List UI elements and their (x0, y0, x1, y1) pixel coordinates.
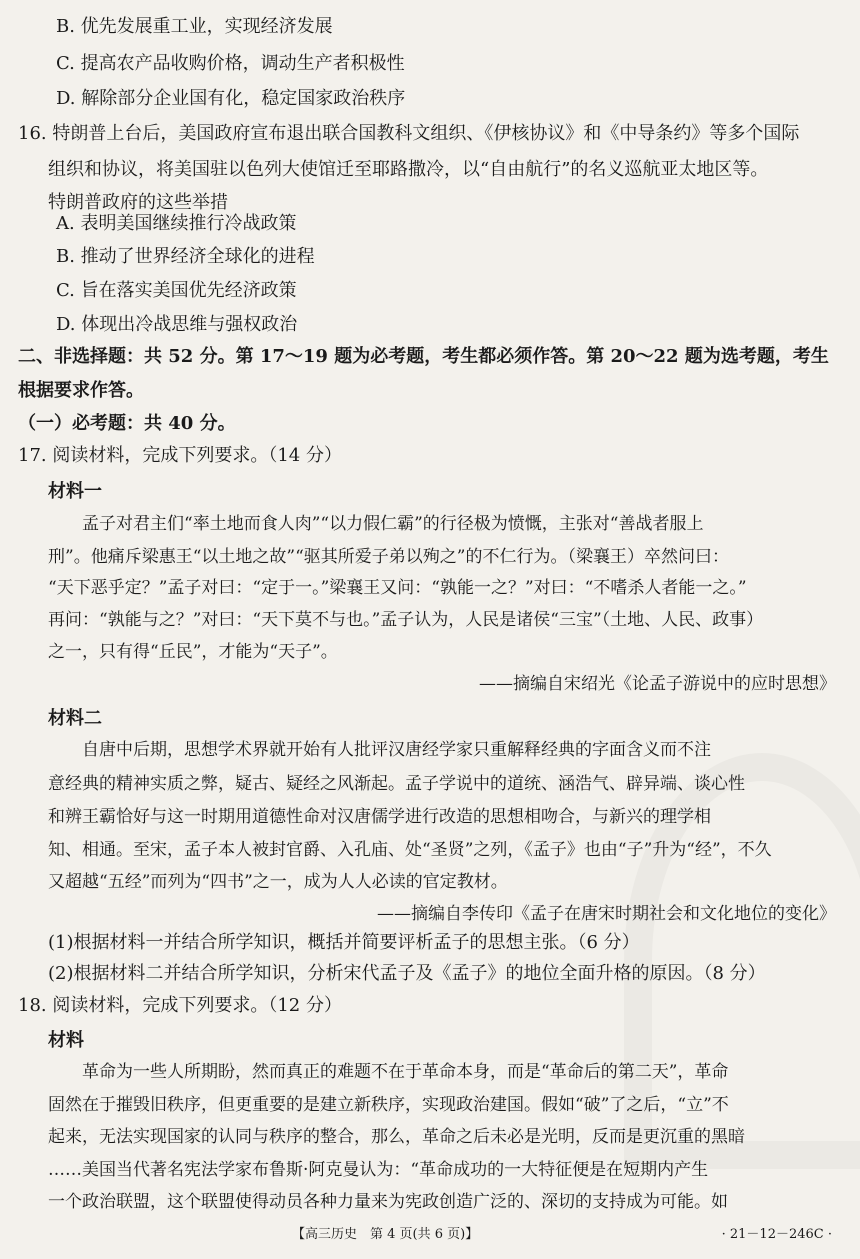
q18-material-line: 一个政治联盟，这个联盟使得动员各种力量来为宪政创造广泛的、深切的支持成为可能。如 (48, 1192, 728, 1212)
q18-stem: 18. 阅读材料，完成下列要求。（12 分） (18, 995, 342, 1016)
section-heading: 二、非选择题：共 52 分。第 17～19 题为必考题，考生都必须作答。第 20～22 题为选考题，考生 (18, 346, 829, 367)
q17-material1-line: “天下恶乎定？”孟子对曰：“定于一。”梁襄王又问：“孰能一之？”对曰：“不嗜杀人者能一之。” (48, 578, 747, 598)
q17-requirement-2: (2)根据材料二并结合所学知识，分析宋代孟子及《孟子》的地位全面升格的原因。（8 分） (48, 963, 766, 984)
q18-material-line: 起来，无法实现国家的认同与秩序的整合，那么，革命之后未必是光明，反而是更沉重的黑暗 (48, 1127, 745, 1147)
q17-material2-line: 意经典的精神实质之弊，疑古、疑经之风渐起。孟子学说中的道统、涵浩气、辟异端、谈心性 (48, 774, 745, 794)
q17-material2-line: 自唐中后期，思想学术界就开始有人批评汉唐经学家只重解释经典的字面含义而不注 (82, 740, 711, 760)
q16-option-d: D. 体现出冷战思维与强权政治 (56, 314, 298, 335)
q17-stem: 17. 阅读材料，完成下列要求。（14 分） (18, 445, 342, 466)
q18-material-line: 革命为一些人所期盼，然而真正的难题不在于革命本身，而是“革命后的第二天”，革命 (82, 1062, 729, 1082)
q17-material2-source: ——摘编自李传印《孟子在唐宋时期社会和文化地位的变化》 (377, 904, 836, 924)
q16-stem-line: 组织和协议，将美国驻以色列大使馆迁至耶路撒冷，以“自由航行”的名义巡航亚太地区等。 (48, 159, 769, 180)
q15-option-d: D. 解除部分企业国有化，稳定国家政治秩序 (56, 88, 406, 109)
q17-material1-title: 材料一 (48, 481, 102, 502)
q17-material1-line: 孟子对君主们“率土地而食人肉”“以力假仁霸”的行径极为愤慨，主张对“善战者服上 (82, 514, 704, 534)
q15-option-c: C. 提高农产品收购价格，调动生产者积极性 (56, 53, 405, 74)
q17-requirement-1: (1)根据材料一并结合所学知识，概括并简要评析孟子的思想主张。（6 分） (48, 932, 640, 953)
q16-option-a: A. 表明美国继续推行冷战政策 (56, 213, 297, 234)
q16-stem-line: 16. 特朗普上台后，美国政府宣布退出联合国教科文组织、《伊核协议》和《中导条约》等多个国际 (18, 123, 800, 144)
q16-option-b: B. 推动了世界经济全球化的进程 (56, 246, 315, 267)
q16-stem-line: 特朗普政府的这些举措 (48, 192, 228, 213)
q17-material1-source: ——摘编自宋绍光《论孟子游说中的应时思想》 (479, 674, 836, 694)
q16-option-c: C. 旨在落实美国优先经济政策 (56, 280, 297, 301)
q15-option-b: B. 优先发展重工业，实现经济发展 (56, 16, 333, 37)
q18-material-line: ……美国当代著名宪法学家布鲁斯·阿克曼认为：“革命成功的一大特征便是在短期内产生 (48, 1160, 709, 1180)
q17-material1-line: 刑”。他痛斥梁惠王“以土地之故”“驱其所爱子弟以殉之”的不仁行为。（梁襄王）卒然问曰： (48, 547, 729, 567)
q17-material2-line: 又超越“五经”而列为“四书”之一，成为人人必读的官定教材。 (48, 872, 508, 892)
q18-material-title: 材料 (48, 1030, 84, 1051)
paper-code: · 21－12－246C · (721, 1227, 832, 1242)
section-heading: 根据要求作答。 (18, 380, 144, 401)
page-footer: 【高三历史 第 4 页(共 6 页)】 (292, 1227, 479, 1242)
q18-material-line: 固然在于摧毁旧秩序，但更重要的是建立新秩序，实现政治建国。假如“破”了之后，“立”不 (48, 1095, 729, 1115)
q17-material1-line: 再问：“孰能与之？”对曰：“天下莫不与也。”孟子认为，人民是诸侯“三宝”（土地、人民、政事） (48, 610, 764, 630)
q17-material2-line: 知、相通。至宋，孟子本人被封官爵、入孔庙、处“圣贤”之列，《孟子》也由“子”升为“经”，不久 (48, 840, 772, 860)
q17-material2-line: 和辨王霸恰好与这一时期用道德性命对汉唐儒学进行改造的思想相吻合，与新兴的理学相 (48, 807, 711, 827)
subsection-heading: （一）必考题：共 40 分。 (18, 413, 236, 434)
q17-material1-line: 之一，只有得“丘民”，才能为“天子”。 (48, 642, 338, 662)
q17-material2-title: 材料二 (48, 708, 102, 729)
